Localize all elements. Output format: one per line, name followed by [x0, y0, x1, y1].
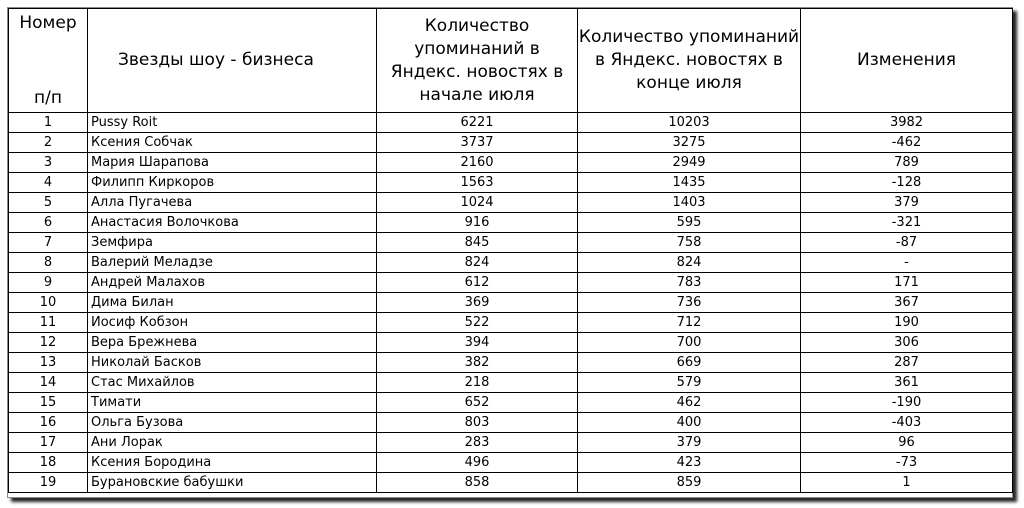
mentions-change: -	[801, 253, 1013, 273]
mentions-change: 287	[801, 353, 1013, 373]
celebrity-name: Филипп Киркоров	[88, 173, 377, 193]
row-number: 15	[9, 393, 88, 413]
table-row	[9, 213, 1013, 233]
celebrity-name: Ани Лорак	[88, 433, 377, 453]
mentions-late-july: 1403	[578, 193, 801, 213]
table-row	[9, 113, 1013, 133]
table-row	[9, 173, 1013, 193]
table-row	[9, 133, 1013, 153]
table-row	[9, 353, 1013, 373]
mentions-late-july: 379	[578, 433, 801, 453]
header-number-bottom: п/п	[34, 88, 62, 108]
row-number: 19	[9, 473, 88, 493]
row-number: 12	[9, 333, 88, 353]
celebrity-name: Земфира	[88, 233, 377, 253]
table-row	[9, 373, 1013, 393]
mentions-early-july: 369	[377, 293, 578, 313]
mentions-early-july: 3737	[377, 133, 578, 153]
celebrity-name: Анастасия Волочкова	[88, 213, 377, 233]
mentions-change: -190	[801, 393, 1013, 413]
celebrity-name: Ксения Собчак	[88, 133, 377, 153]
table-row	[9, 393, 1013, 413]
mentions-early-july: 824	[377, 253, 578, 273]
mentions-change: -462	[801, 133, 1013, 153]
mentions-early-july: 1024	[377, 193, 578, 213]
header-change: Изменения	[801, 9, 1013, 113]
table-row	[9, 193, 1013, 213]
mentions-early-july: 394	[377, 333, 578, 353]
row-number: 4	[9, 173, 88, 193]
row-number: 1	[9, 113, 88, 133]
mentions-change: -128	[801, 173, 1013, 193]
mentions-early-july: 283	[377, 433, 578, 453]
row-number: 2	[9, 133, 88, 153]
mentions-early-july: 858	[377, 473, 578, 493]
table-frame	[7, 7, 1013, 498]
mentions-late-july: 579	[578, 373, 801, 393]
mentions-change: 1	[801, 473, 1013, 493]
celebrity-name: Мария Шарапова	[88, 153, 377, 173]
mentions-late-july: 2949	[578, 153, 801, 173]
mentions-early-july: 916	[377, 213, 578, 233]
row-number: 16	[9, 413, 88, 433]
mentions-late-july: 736	[578, 293, 801, 313]
table-row	[9, 293, 1013, 313]
mentions-late-july: 462	[578, 393, 801, 413]
mentions-early-july: 522	[377, 313, 578, 333]
mentions-early-july: 845	[377, 233, 578, 253]
row-number: 8	[9, 253, 88, 273]
header-number	[9, 9, 88, 113]
mentions-late-july: 859	[578, 473, 801, 493]
celebrity-name: Дима Билан	[88, 293, 377, 313]
celebrity-name: Бурановские бабушки	[88, 473, 377, 493]
mentions-change: 3982	[801, 113, 1013, 133]
mentions-late-july: 1435	[578, 173, 801, 193]
mentions-early-july: 382	[377, 353, 578, 373]
mentions-early-july: 652	[377, 393, 578, 413]
mentions-late-july: 700	[578, 333, 801, 353]
mentions-change: 171	[801, 273, 1013, 293]
celebrity-name: Ольга Бузова	[88, 413, 377, 433]
mentions-early-july: 803	[377, 413, 578, 433]
mentions-change: -321	[801, 213, 1013, 233]
mentions-change: 367	[801, 293, 1013, 313]
celebrity-name: Тимати	[88, 393, 377, 413]
mentions-late-july: 669	[578, 353, 801, 373]
table-row	[9, 333, 1013, 353]
celebrity-name: Валерий Меладзе	[88, 253, 377, 273]
mentions-early-july: 612	[377, 273, 578, 293]
mentions-early-july: 1563	[377, 173, 578, 193]
header-early-july: Количество упоминаний в Яндекс. новостях в начале июля	[377, 9, 578, 113]
mentions-change: 306	[801, 333, 1013, 353]
row-number: 13	[9, 353, 88, 373]
mentions-late-july: 758	[578, 233, 801, 253]
row-number: 3	[9, 153, 88, 173]
table-row	[9, 153, 1013, 173]
row-number: 18	[9, 453, 88, 473]
mentions-early-july: 2160	[377, 153, 578, 173]
row-number: 9	[9, 273, 88, 293]
celebrity-name: Вера Брежнева	[88, 333, 377, 353]
mentions-late-july: 595	[578, 213, 801, 233]
mentions-early-july: 496	[377, 453, 578, 473]
mentions-late-july: 3275	[578, 133, 801, 153]
mentions-change: 96	[801, 433, 1013, 453]
celebrity-name: Николай Басков	[88, 353, 377, 373]
mentions-early-july: 218	[377, 373, 578, 393]
table-row	[9, 433, 1013, 453]
header-late-july: Количество упоминаний в Яндекс. новостях в конце июля	[578, 9, 801, 113]
celebrity-name: Иосиф Кобзон	[88, 313, 377, 333]
mentions-change: -73	[801, 453, 1013, 473]
header-name: Звезды шоу - бизнеса	[88, 9, 377, 113]
table-row	[9, 473, 1013, 493]
row-number: 17	[9, 433, 88, 453]
header-number-top: Номер	[19, 13, 77, 33]
table-row	[9, 273, 1013, 293]
celebrity-name: Стас Михайлов	[88, 373, 377, 393]
table-row	[9, 453, 1013, 473]
mentions-change: 361	[801, 373, 1013, 393]
table-row	[9, 313, 1013, 333]
mentions-late-july: 423	[578, 453, 801, 473]
celebrity-name: Андрей Малахов	[88, 273, 377, 293]
table-row	[9, 233, 1013, 253]
row-number: 10	[9, 293, 88, 313]
mentions-late-july: 10203	[578, 113, 801, 133]
mentions-late-july: 400	[578, 413, 801, 433]
mentions-change: -403	[801, 413, 1013, 433]
header-row	[9, 9, 1013, 113]
celebrity-name: Ксения Бородина	[88, 453, 377, 473]
celebrity-name: Pussy Roit	[88, 113, 377, 133]
table-row	[9, 253, 1013, 273]
row-number: 6	[9, 213, 88, 233]
celebrity-name: Алла Пугачева	[88, 193, 377, 213]
mentions-early-july: 6221	[377, 113, 578, 133]
mentions-change: 190	[801, 313, 1013, 333]
mentions-change: -87	[801, 233, 1013, 253]
mentions-late-july: 712	[578, 313, 801, 333]
ratings-table	[8, 8, 1013, 493]
row-number: 5	[9, 193, 88, 213]
table-row	[9, 413, 1013, 433]
mentions-late-july: 824	[578, 253, 801, 273]
table-body	[9, 113, 1013, 493]
mentions-change: 379	[801, 193, 1013, 213]
mentions-change: 789	[801, 153, 1013, 173]
mentions-late-july: 783	[578, 273, 801, 293]
row-number: 11	[9, 313, 88, 333]
row-number: 14	[9, 373, 88, 393]
row-number: 7	[9, 233, 88, 253]
